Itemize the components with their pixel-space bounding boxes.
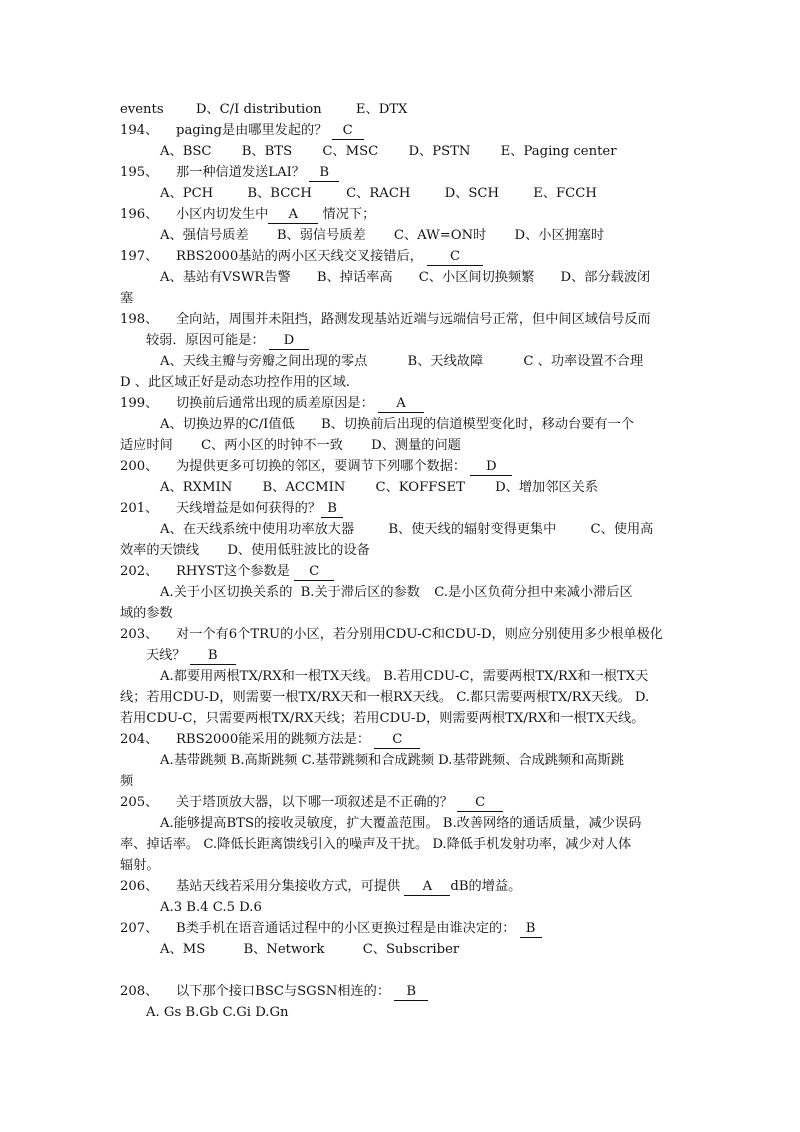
question-text: 关于塔顶放大器，以下哪一项叙述是不正确的？: [176, 795, 453, 810]
question-198-cont: [146, 330, 309, 351]
question-text: RBS2000基站的两小区天线交叉接错后，: [176, 249, 423, 264]
question-198: [120, 309, 651, 330]
option: B、天线故障: [407, 354, 484, 369]
question-204: [120, 729, 420, 750]
answer-blank: B: [309, 164, 339, 182]
answer-blank: C: [374, 731, 420, 749]
option: 适应时间: [120, 438, 173, 453]
answer-blank: C: [332, 122, 364, 140]
options-202: [160, 582, 633, 603]
options-198: [160, 351, 643, 372]
option: A.3 B.4 C.5 D.6: [160, 900, 262, 915]
option: A. Gs B.Gb C.Gi D.Gn: [146, 1005, 289, 1020]
option: D、测量的问题: [371, 438, 461, 453]
option: A、基站有VSWR告警: [160, 270, 291, 285]
option: B、Network: [243, 942, 325, 957]
question-197: [120, 246, 483, 267]
options-203: [160, 666, 648, 687]
question-number: 195、: [120, 165, 159, 180]
option: C、MSC: [322, 144, 379, 159]
question-number: 205、: [120, 795, 159, 810]
option: A、MS: [160, 942, 206, 957]
options-198-wrap: [120, 372, 350, 393]
question-number: 207、: [120, 921, 159, 936]
question-208: [120, 981, 428, 1002]
option: A.都要用两根TX/RX和一根TX天线。 B.若用CDU-C，需要两根TX/RX和一根TX天: [160, 669, 649, 684]
option: B、BTS: [241, 144, 293, 159]
option: B、ACCMIN: [262, 480, 346, 495]
option: 效率的天馈线: [120, 543, 200, 558]
question-text: 较弱．原因可能是：: [146, 333, 265, 348]
answer-blank: A: [404, 878, 450, 896]
question-number: 208、: [120, 984, 159, 999]
intro-text-a: events: [120, 102, 164, 117]
option: D、PSTN: [408, 144, 471, 159]
options-208: [146, 1002, 289, 1023]
question-number: 206、: [120, 879, 159, 894]
answer-blank: B: [321, 500, 343, 518]
option: B、使天线的辐射变得更集中: [388, 522, 557, 537]
options-201: [160, 519, 653, 540]
question-number: 200、: [120, 459, 159, 474]
question-number: 197、: [120, 249, 159, 264]
intro-text-c: E、DTX: [355, 102, 408, 117]
question-194: [120, 120, 364, 141]
option: B、切换前后出现的信道模型变化时，移动台要有一个: [320, 417, 634, 432]
question-number: 204、: [120, 732, 159, 747]
option: A、天线主瓣与旁瓣之间出现的零点: [160, 354, 368, 369]
options-202-wrap: [120, 603, 173, 624]
question-text: RHYST这个参数是: [176, 564, 290, 579]
options-199: [160, 414, 634, 435]
question-number: 203、: [120, 627, 159, 642]
question-195: [120, 162, 339, 183]
option: C、KOFFSET: [375, 480, 465, 495]
answer-blank: A: [378, 395, 424, 413]
question-text: 情况下；: [322, 207, 376, 222]
question-text: B类手机在语音通话过程中的小区更换过程是由谁决定的：: [176, 921, 516, 936]
intro-text-b: D、C/I distribution: [195, 102, 322, 117]
options-205: [160, 813, 641, 834]
option: C 、功率设置不合理: [523, 354, 644, 369]
answer-blank: C: [294, 563, 334, 581]
option: 若用CDU-C，只需要两根TX/RX天线；若用CDU-D，则需要两根TX/RX和一根TX天线。: [120, 711, 645, 726]
answer-blank: B: [190, 647, 236, 665]
option: A、BSC: [160, 144, 212, 159]
option: A、PCH: [160, 186, 214, 201]
option: A.能够提高BTS的接收灵敏度，扩大覆盖范围。 B.改善网络的通话质量，减少误码: [160, 816, 642, 831]
question-number: 196、: [120, 207, 159, 222]
question-text: 对一个有6个TRU的小区，若分别用CDU-C和CDU-D，则应分别使用多少根单极化: [176, 627, 663, 642]
question-number: 199、: [120, 396, 159, 411]
answer-blank: B: [394, 983, 428, 1001]
option: A.基带跳频 B.高斯跳频 C.基带跳频和合成跳频 D.基带跳频、合成跳频和高斯跳: [160, 753, 624, 768]
question-206: [120, 876, 521, 897]
option: D、部分载波闭: [560, 270, 651, 285]
option: A、强信号质差: [160, 228, 249, 243]
options-195: [160, 183, 597, 204]
option: A、切换边界的C/I值低: [160, 417, 295, 432]
option: C、AW=ON时: [393, 228, 487, 243]
question-text: dB的增益。: [450, 879, 522, 894]
question-text: 基站天线若采用分集接收方式，可提供: [176, 879, 401, 894]
question-203: [120, 624, 663, 645]
option: 域的参数: [120, 606, 173, 621]
option: B、掉话率高: [316, 270, 393, 285]
answer-blank: C: [427, 248, 483, 266]
option: B、弱信号质差: [276, 228, 366, 243]
options-206: [160, 897, 262, 918]
option: C、RACH: [346, 186, 411, 201]
options-204: [160, 750, 624, 771]
question-203-cont: [146, 645, 236, 666]
answer-blank: A: [268, 206, 318, 224]
options-197-wrap: [120, 288, 133, 309]
question-text: RBS2000能采用的跳频方法是：: [176, 732, 371, 747]
options-207: [160, 939, 459, 960]
option: D、增加邻区关系: [495, 480, 598, 495]
options-204-wrap: [120, 771, 133, 792]
option: 辐射。: [120, 858, 160, 873]
question-text: 天线增益是如何获得的？: [176, 501, 322, 516]
answer-blank: C: [457, 794, 503, 812]
question-205: [120, 792, 503, 813]
option: C、小区间切换频繁: [418, 270, 535, 285]
question-number: 198、: [120, 312, 159, 327]
question-text: 为提供更多可切换的邻区，要调节下列哪个数据：: [176, 459, 467, 474]
question-text: 小区内切发生中: [176, 207, 269, 222]
question-207: [120, 918, 542, 939]
question-number: 201、: [120, 501, 159, 516]
options-205-wrap-2: [120, 855, 160, 876]
option: D、SCH: [444, 186, 500, 201]
option: C、两小区的时钟不一致: [200, 438, 343, 453]
question-202: [120, 561, 334, 582]
question-text: 切换前后通常出现的质差原因是：: [176, 396, 374, 411]
option: 率、掉话率。 C.降低长距离馈线引入的噪声及干扰。 D.降低手机发射功率，减少对人体: [120, 837, 632, 852]
question-text: 以下那个接口BSC与SGSN相连的：: [176, 984, 391, 999]
options-201-wrap: [120, 540, 370, 561]
question-201: [120, 498, 343, 519]
options-200: [160, 477, 598, 498]
option: D、小区拥塞时: [514, 228, 605, 243]
option: 频: [120, 774, 134, 789]
question-number: 194、: [120, 123, 159, 138]
question-text: 天线？: [146, 648, 186, 663]
question-text: paging是由哪里发起的？: [176, 123, 328, 138]
option: B.关于滞后区的参数: [300, 585, 420, 600]
question-text: 那一种信道发送LAI？: [176, 165, 305, 180]
option: C、Subscriber: [362, 942, 460, 957]
option: A、在天线系统中使用功率放大器: [160, 522, 355, 537]
option: E、FCCH: [533, 186, 597, 201]
question-text: 全向站，周围并未阻挡，路测发现基站近端与远端信号正常，但中间区域信号反而: [176, 312, 651, 327]
option: C.是小区负荷分担中来减小滞后区: [434, 585, 633, 600]
option: A、RXMIN: [160, 480, 233, 495]
question-199: [120, 393, 424, 414]
option: B、BCCH: [247, 186, 312, 201]
options-203-wrap-2: [120, 708, 644, 729]
option: 塞: [120, 291, 134, 306]
option: D、使用低驻波比的设备: [227, 543, 370, 558]
options-194: [160, 141, 617, 162]
question-196: [120, 204, 375, 225]
answer-blank: D: [470, 458, 512, 476]
options-205-wrap-1: [120, 834, 631, 855]
intro-line: [120, 99, 407, 120]
option: A.关于小区切换关系的: [160, 585, 293, 600]
option: 线；若用CDU-D，则需要一根TX/RX天和一根RX天线。 C.都只需要两根TX/RX天线。 D.: [120, 690, 650, 705]
options-203-wrap-1: [120, 687, 649, 708]
option: E、Paging center: [500, 144, 617, 159]
options-199-wrap: [120, 435, 461, 456]
option: D 、此区域正好是动态功控作用的区域.: [120, 375, 350, 390]
answer-blank: B: [520, 920, 542, 938]
question-200: [120, 456, 512, 477]
question-number: 202、: [120, 564, 159, 579]
options-196: [160, 225, 604, 246]
option: C、使用高: [590, 522, 654, 537]
options-197: [160, 267, 650, 288]
answer-blank: D: [269, 332, 309, 350]
